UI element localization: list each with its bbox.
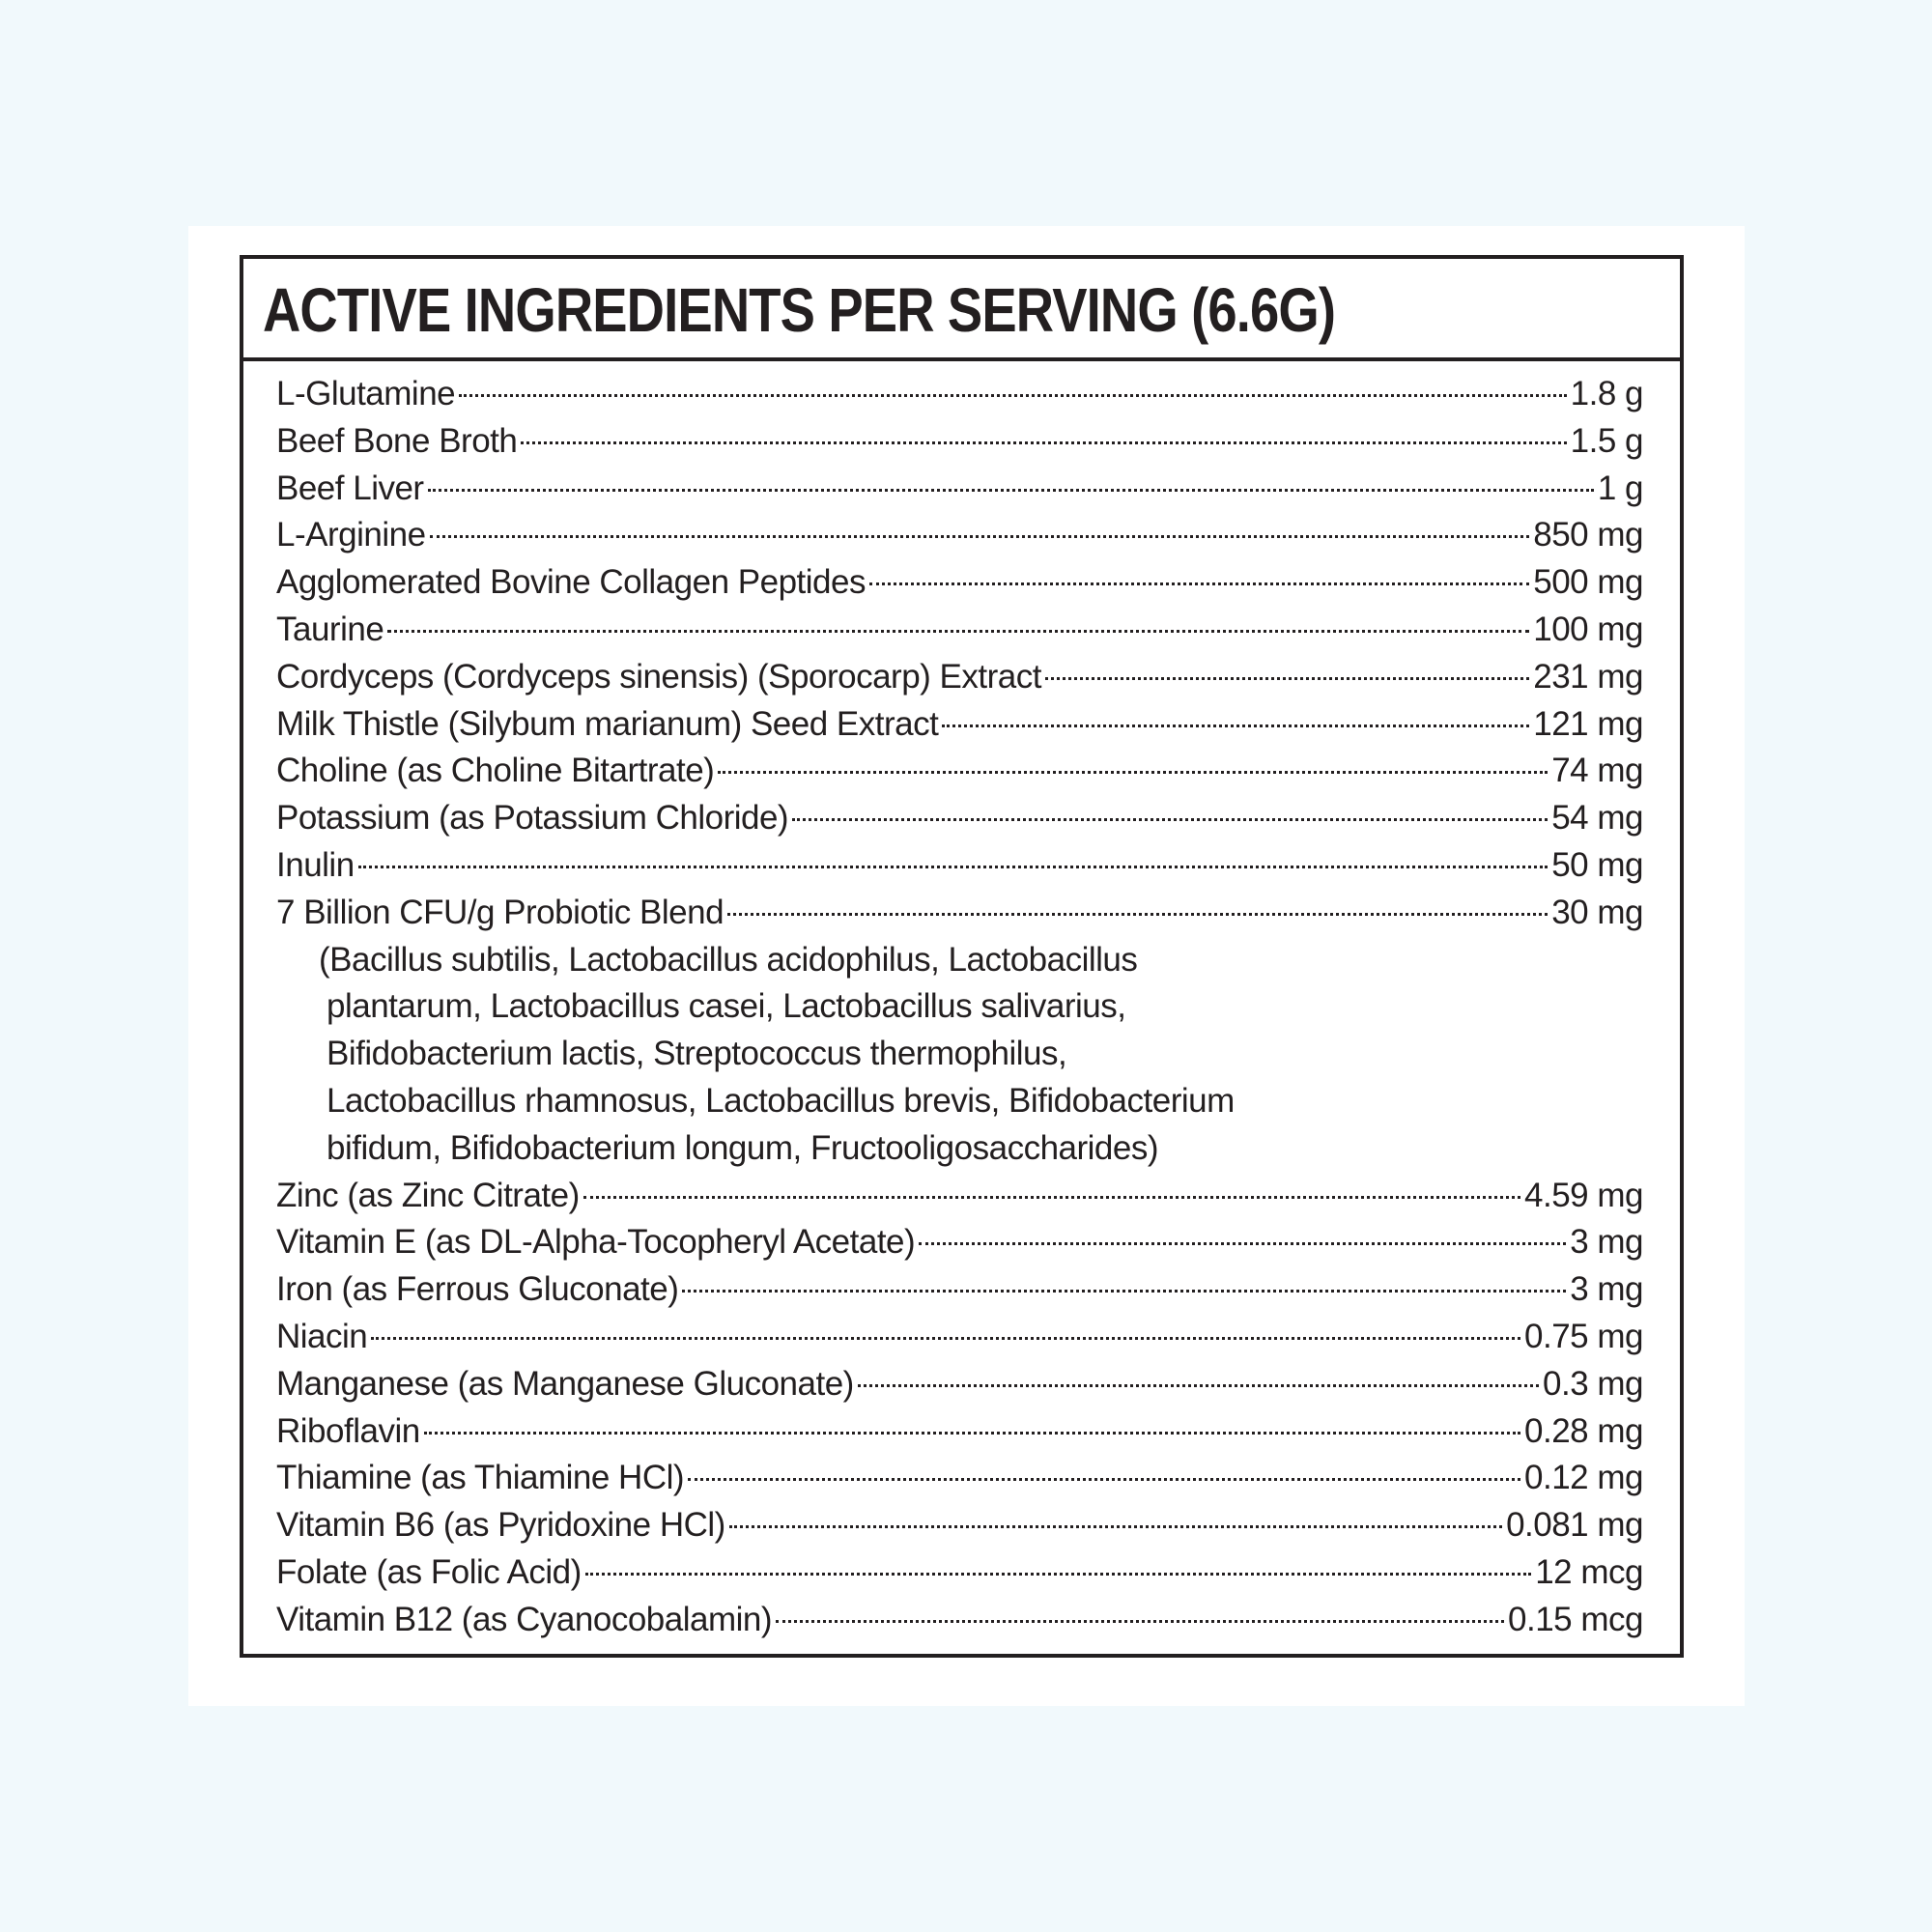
ingredient-name: Cordyceps (Cordyceps sinensis) (Sporocarp) Extract: [276, 657, 1041, 696]
leader-dots: [682, 1290, 1566, 1293]
ingredient-name: Milk Thistle (Silybum marianum) Seed Extract: [276, 704, 939, 743]
ingredient-amount: 1.8 g: [1570, 375, 1643, 412]
ingredient-amount: 500 mg: [1533, 563, 1643, 602]
ingredient-amount: 121 mg: [1533, 704, 1643, 743]
ingredient-name: Beef Liver: [276, 469, 424, 507]
ingredient-amount: 74 mg: [1551, 752, 1643, 790]
ingredients-label-box: [240, 255, 1684, 1658]
ingredient-amount: 30 mg: [1551, 893, 1643, 931]
ingredient-name: Choline (as Choline Bitartrate): [276, 752, 715, 790]
ingredient-amount: 3 mg: [1570, 1270, 1643, 1309]
ingredient-row: [276, 1361, 1643, 1408]
ingredient-name: Zinc (as Zinc Citrate): [276, 1176, 580, 1214]
ingredient-name: L-Glutamine: [276, 375, 456, 412]
ingredient-row: [276, 1314, 1643, 1361]
ingredient-row: [276, 607, 1643, 654]
label-title: ACTIVE INGREDIENTS PER SERVING (6.6G): [263, 275, 1336, 345]
ingredient-row: [276, 1597, 1643, 1644]
leader-dots: [718, 771, 1548, 774]
leader-dots: [424, 1432, 1520, 1435]
leader-dots: [727, 913, 1548, 916]
ingredient-row: [276, 418, 1643, 466]
leader-dots: [358, 866, 1548, 868]
leader-dots: [869, 582, 1529, 585]
leader-dots: [430, 535, 1530, 538]
ingredient-amount: 0.75 mg: [1524, 1317, 1643, 1355]
ingredient-name: Folate (as Folic Acid): [276, 1552, 582, 1591]
ingredient-row: [276, 654, 1643, 701]
ingredient-row: [276, 371, 1643, 418]
leader-dots: [942, 724, 1529, 727]
blend-detail-line: plantarum, Lactobacillus casei, Lactobacillus salivarius,: [327, 987, 1126, 1026]
ingredient-row: [276, 890, 1643, 937]
ingredient-name: Niacin: [276, 1317, 368, 1355]
ingredient-name: Potassium (as Potassium Chloride): [276, 799, 789, 838]
ingredient-name: 7 Billion CFU/g Probiotic Blend: [276, 893, 724, 931]
ingredient-row: [276, 1408, 1643, 1456]
ingredient-amount: 0.081 mg: [1506, 1506, 1643, 1545]
leader-dots: [776, 1620, 1504, 1623]
ingredient-row: [276, 1219, 1643, 1266]
leader-dots: [459, 394, 1567, 397]
ingredient-name: Vitamin B6 (as Pyridoxine HCl): [276, 1506, 725, 1545]
leader-dots: [583, 1196, 1520, 1199]
ingredient-row: [276, 1173, 1643, 1220]
ingredient-row: [276, 1266, 1643, 1314]
ingredient-name: Vitamin E (as DL-Alpha-Tocopheryl Acetate): [276, 1223, 916, 1262]
ingredient-row: [276, 1455, 1643, 1502]
ingredient-name: Iron (as Ferrous Gluconate): [276, 1270, 679, 1309]
ingredient-list: [243, 361, 1680, 1644]
ingredient-row: [276, 1502, 1643, 1549]
ingredient-row: [276, 795, 1643, 842]
label-card: [188, 226, 1745, 1706]
blend-detail-line: bifidum, Bifidobacterium longum, Fructooligosaccharides): [327, 1128, 1159, 1167]
ingredient-row: [276, 701, 1643, 749]
leader-dots: [585, 1573, 1531, 1576]
label-header: [243, 259, 1680, 361]
ingredient-name: Riboflavin: [276, 1411, 420, 1450]
ingredient-amount: 1 g: [1597, 469, 1643, 507]
ingredient-amount: 1.5 g: [1570, 421, 1643, 460]
leader-dots: [688, 1478, 1520, 1481]
leader-dots: [371, 1337, 1520, 1340]
ingredient-name: Vitamin B12 (as Cyanocobalamin): [276, 1600, 773, 1638]
blend-detail-line: Bifidobacterium lactis, Streptococcus thermophilus,: [327, 1035, 1067, 1073]
ingredient-name: Taurine: [276, 610, 384, 648]
ingredient-name: L-Arginine: [276, 516, 426, 554]
ingredient-row: [276, 512, 1643, 559]
ingredient-row: [276, 842, 1643, 890]
ingredient-amount: 0.28 mg: [1524, 1411, 1643, 1450]
ingredient-row: [276, 748, 1643, 795]
ingredient-row: [276, 559, 1643, 607]
ingredient-amount: 850 mg: [1533, 516, 1643, 554]
ingredient-amount: 50 mg: [1551, 845, 1643, 884]
ingredient-amount: 0.12 mg: [1524, 1459, 1643, 1497]
ingredient-amount: 0.3 mg: [1543, 1364, 1643, 1403]
ingredient-amount: 3 mg: [1570, 1223, 1643, 1262]
ingredient-amount: 54 mg: [1551, 799, 1643, 838]
ingredient-name: Inulin: [276, 845, 355, 884]
probiotic-blend-detail: [276, 937, 1643, 1173]
blend-detail-line: Lactobacillus rhamnosus, Lactobacillus brevis, Bifidobacterium: [327, 1081, 1235, 1120]
leader-dots: [792, 818, 1548, 821]
ingredient-name: Beef Bone Broth: [276, 421, 518, 460]
ingredient-name: Agglomerated Bovine Collagen Peptides: [276, 563, 866, 602]
ingredient-amount: 100 mg: [1533, 610, 1643, 648]
ingredient-amount: 0.15 mcg: [1508, 1600, 1643, 1638]
leader-dots: [919, 1242, 1566, 1245]
leader-dots: [428, 489, 1594, 492]
ingredient-amount: 12 mcg: [1535, 1552, 1643, 1591]
leader-dots: [521, 441, 1566, 444]
ingredient-row: [276, 466, 1643, 513]
ingredient-amount: 231 mg: [1533, 657, 1643, 696]
leader-dots: [858, 1384, 1539, 1387]
ingredient-row: [276, 1549, 1643, 1597]
blend-detail-line: (Bacillus subtilis, Lactobacillus acidophilus, Lactobacillus: [319, 940, 1138, 979]
leader-dots: [729, 1525, 1502, 1528]
leader-dots: [387, 630, 1529, 633]
leader-dots: [1045, 677, 1529, 680]
ingredient-name: Manganese (as Manganese Gluconate): [276, 1364, 854, 1403]
ingredient-name: Thiamine (as Thiamine HCl): [276, 1459, 685, 1497]
ingredient-amount: 4.59 mg: [1524, 1176, 1643, 1214]
